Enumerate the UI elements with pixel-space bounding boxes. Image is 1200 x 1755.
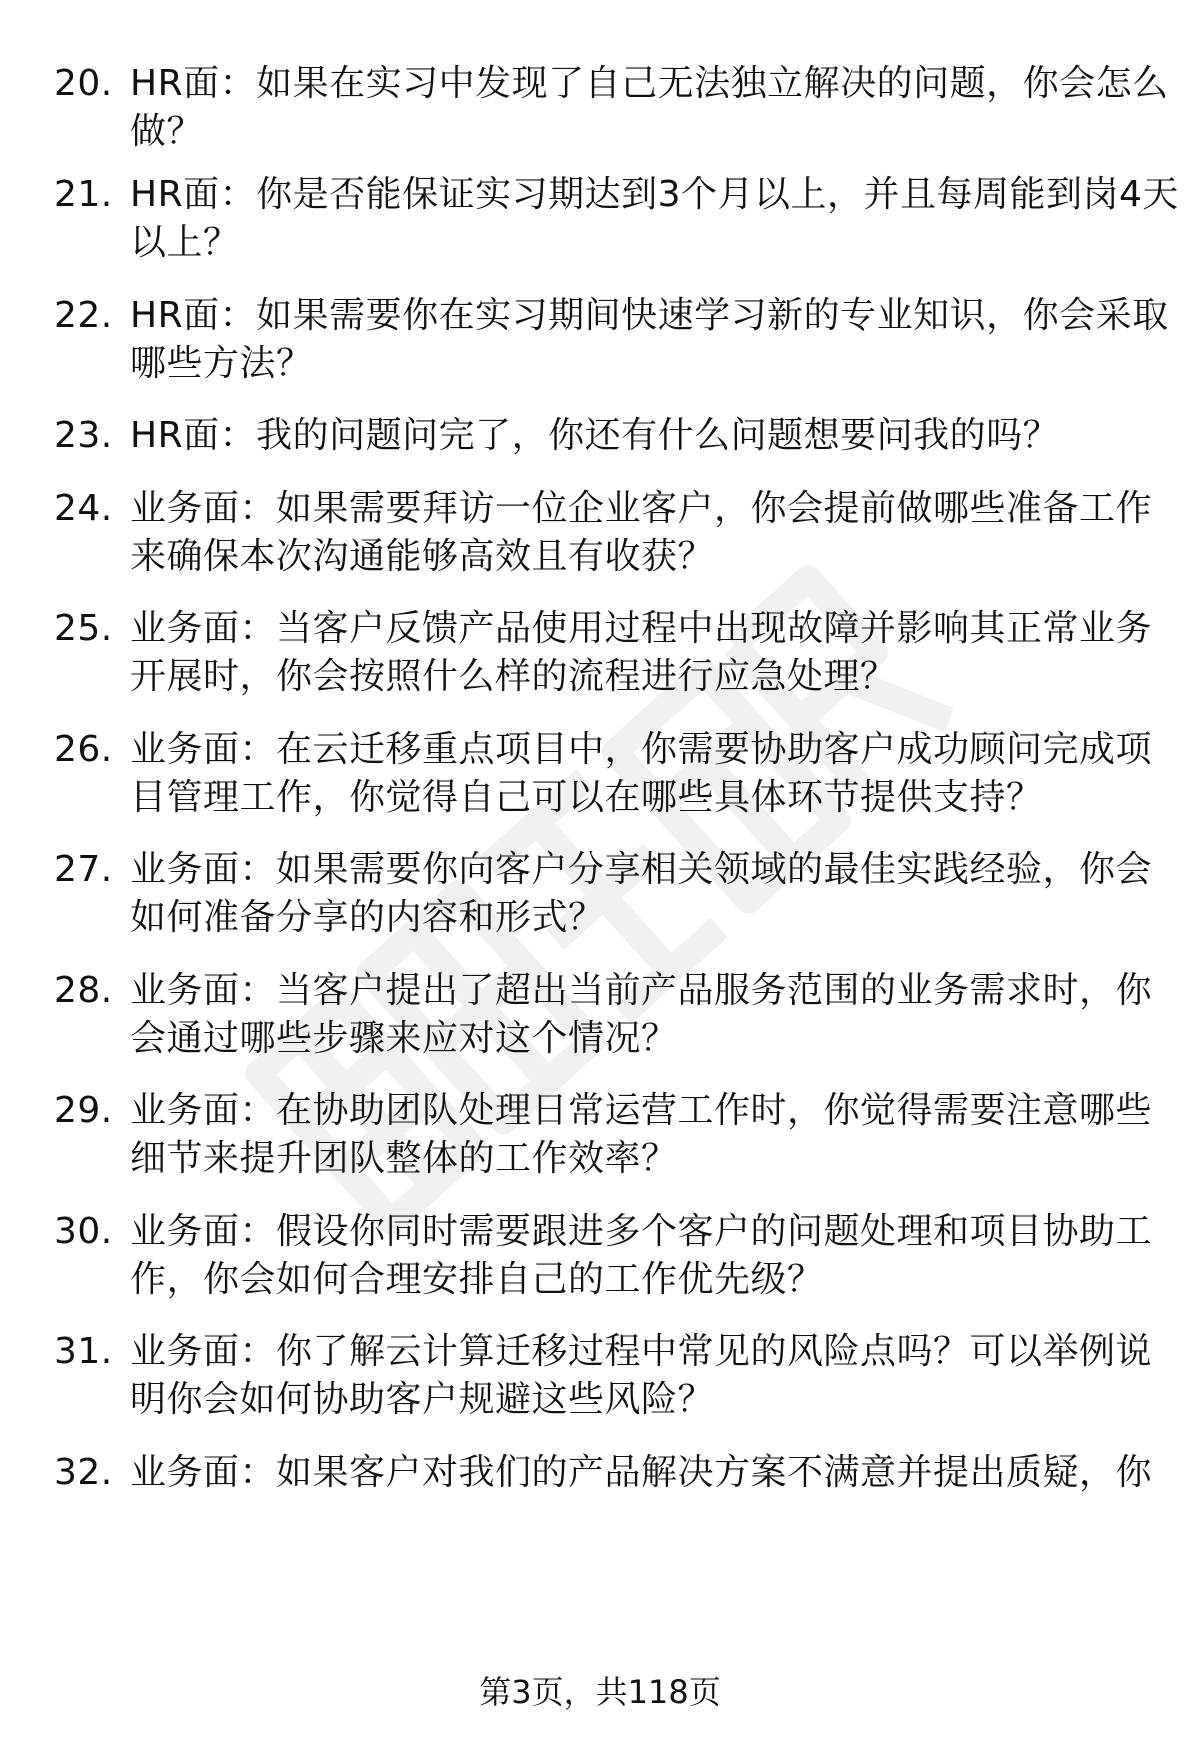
question-line: 目管理工作，你觉得自己可以在哪些具体环节提供支持？	[130, 777, 1043, 818]
question-number: 24.	[54, 488, 113, 529]
question-number: 20.	[54, 63, 113, 104]
question-text	[130, 60, 1169, 156]
question-text	[130, 1328, 1153, 1424]
question-number: 21.	[54, 174, 113, 215]
question-text	[130, 1087, 1153, 1183]
question-text	[130, 846, 1153, 942]
question-number: 27.	[54, 849, 113, 890]
question-line: 业务面：你了解云计算迁移过程中常见的风险点吗？可以举例说	[130, 1331, 1153, 1372]
question-text	[130, 485, 1153, 581]
question-number: 31.	[54, 1331, 113, 1372]
question-number: 22.	[54, 295, 113, 336]
question-line: HR面：你是否能保证实习期达到3个月以上，并且每周能到岗4天	[130, 174, 1179, 215]
question-line: 业务面：如果需要你向客户分享相关领域的最佳实践经验，你会	[130, 849, 1153, 890]
question-number: 23.	[54, 415, 113, 456]
question-line: HR面：如果在实习中发现了自己无法独立解决的问题，你会怎么	[130, 63, 1169, 104]
question-line: HR面：我的问题问完了，你还有什么问题想要问我的吗？	[130, 415, 1060, 456]
question-number: 29.	[54, 1090, 113, 1131]
question-line: 业务面：在云迁移重点项目中，你需要协助客户成功顾问完成项	[130, 729, 1153, 770]
question-line: 业务面：如果客户对我们的产品解决方案不满意并提出质疑，你	[130, 1452, 1153, 1493]
question-text	[130, 605, 1153, 701]
page-number-footer: 第3页，共118页	[479, 1673, 721, 1711]
question-text	[130, 726, 1153, 822]
question-number: 26.	[54, 729, 113, 770]
question-number: 25.	[54, 608, 113, 649]
question-text	[130, 1208, 1153, 1304]
question-line: 细节来提升团队整体的工作效率？	[130, 1138, 678, 1179]
question-line: 会通过哪些步骤来应对这个情况？	[130, 1018, 678, 1059]
question-line: 如何准备分享的内容和形式？	[130, 897, 605, 938]
question-text	[130, 967, 1153, 1063]
question-text	[130, 412, 1130, 460]
question-line: 业务面：当客户反馈产品使用过程中出现故障并影响其正常业务	[130, 608, 1153, 649]
question-line: 开展时，你会按照什么样的流程进行应急处理？	[130, 656, 897, 697]
question-text	[130, 292, 1169, 388]
question-line: 业务面：当客户提出了超出当前产品服务范围的业务需求时，你	[130, 970, 1153, 1011]
question-line: 哪些方法？	[130, 343, 313, 384]
question-number: 28.	[54, 970, 113, 1011]
question-line: 来确保本次沟通能够高效且有收获？	[130, 536, 715, 577]
question-line: 以上？	[130, 222, 240, 263]
question-line: 业务面：假设你同时需要跟进多个客户的问题处理和项目协助工	[130, 1211, 1153, 1252]
question-line: 作，你会如何合理安排自己的工作优先级？	[130, 1259, 824, 1300]
question-line: HR面：如果需要你在实习期间快速学习新的专业知识，你会采取	[130, 295, 1169, 336]
question-text	[130, 1449, 1153, 1497]
question-line: 明你会如何协助客户规避这些风险？	[130, 1379, 715, 1420]
question-number: 30.	[54, 1211, 113, 1252]
question-line: 业务面：如果需要拜访一位企业客户，你会提前做哪些准备工作	[130, 488, 1153, 529]
question-number: 32.	[54, 1452, 113, 1493]
question-line: 做？	[130, 111, 204, 152]
question-text	[130, 171, 1179, 267]
question-line: 业务面：在协助团队处理日常运营工作时，你觉得需要注意哪些	[130, 1090, 1153, 1131]
